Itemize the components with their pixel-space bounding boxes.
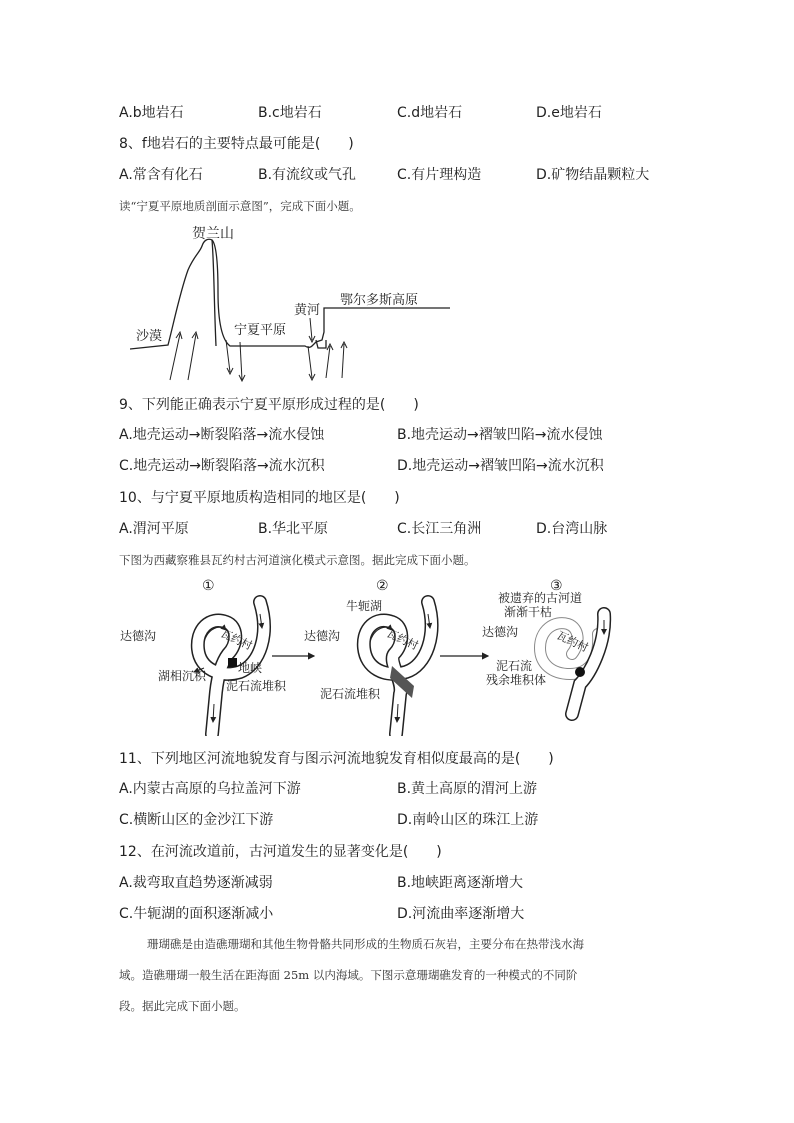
label-desert: 沙漠 [136, 329, 163, 344]
q12-option-d[interactable]: D.河流曲率逐渐增大 [397, 906, 525, 922]
mountain-inner [212, 240, 216, 346]
q8-option-d[interactable]: D.矿物结晶颗粒大 [536, 167, 650, 183]
q7-option-d[interactable]: D.e地岩石 [536, 105, 602, 121]
stage-3 [482, 578, 604, 714]
label-lake-sediment: 湖相沉积 [158, 669, 207, 683]
ningxia-profile-figure [130, 222, 450, 382]
stage-2-number: ② [376, 578, 389, 594]
coral-intro-line-2: 域。造礁珊瑚一般生活在距海面 25m 以内海域。下图示意珊瑚礁发育的一种模式的不同阶 [119, 968, 578, 982]
label-dade-3: 达德沟 [482, 625, 519, 639]
stage-2 [304, 578, 432, 734]
q9-option-c[interactable]: C.地壳运动→断裂陷落→流水沉积 [119, 458, 325, 474]
q8-option-b[interactable]: B.有流纹或气孔 [258, 167, 357, 183]
coral-intro-line-3: 段。据此完成下面小题。 [119, 999, 246, 1013]
label-village-3: 瓦约村 [554, 628, 591, 655]
label-village-2: 瓦约村 [384, 626, 421, 653]
q10-option-d[interactable]: D.台湾山脉 [536, 521, 608, 537]
label-debris-2: 泥石流堆积 [320, 687, 381, 701]
label-helan-mountain: 贺兰山 [192, 226, 234, 242]
q9-option-b[interactable]: B.地壳运动→褶皱凹陷→流水侵蚀 [397, 427, 603, 443]
intro-wayue: 下图为西藏察雅县瓦约村古河道演化模式示意图。据此完成下面小题。 [119, 553, 476, 567]
label-yellow-river: 黄河 [294, 303, 321, 318]
label-residual-deposit: 残余堆积体 [486, 673, 547, 687]
q11-stem: 11、下列地区河流地貌发育与图示河流地貌发育相似度最高的是( ) [119, 751, 554, 767]
stage-3-number: ③ [550, 578, 563, 594]
label-abandoned-channel: 被遗弃的古河道 [498, 591, 583, 605]
q7-option-c[interactable]: C.d地岩石 [397, 105, 463, 121]
q12-option-a[interactable]: A.裁弯取直趋势逐渐减弱 [119, 875, 273, 891]
q11-option-b[interactable]: B.黄土高原的渭河上游 [397, 781, 538, 797]
q8-stem: 8、f地岩石的主要特点最可能是( ) [119, 136, 354, 152]
q11-option-d[interactable]: D.南岭山区的珠江上游 [397, 812, 539, 828]
q10-stem: 10、与宁夏平原地质构造相同的地区是( ) [119, 490, 400, 506]
q10-option-a[interactable]: A.渭河平原 [119, 521, 189, 537]
stage-1-number: ① [202, 578, 215, 594]
coral-intro-line-1: 珊瑚礁是由造礁珊瑚和其他生物骨骼共同形成的生物质石灰岩，主要分布在热带浅水海 [147, 937, 584, 951]
intro-coral-reef [119, 929, 679, 1022]
stage-1 [120, 578, 287, 734]
label-ordos-plateau: 鄂尔多斯高原 [340, 293, 419, 308]
q9-stem: 9、下列能正确表示宁夏平原形成过程的是( ) [119, 397, 419, 413]
label-dade-1: 达德沟 [120, 629, 157, 643]
q11-option-c[interactable]: C.横断山区的金沙江下游 [119, 812, 274, 828]
q9-option-a[interactable]: A.地壳运动→断裂陷落→流水侵蚀 [119, 427, 325, 443]
label-oxbow-lake: 牛轭湖 [346, 599, 383, 613]
label-dade-2: 达德沟 [304, 629, 341, 643]
q10-option-c[interactable]: C.长江三角洲 [397, 521, 482, 537]
label-gorge: 地峡 [238, 661, 263, 675]
q7-option-b[interactable]: B.c地岩石 [258, 105, 322, 121]
label-debris-1: 泥石流堆积 [226, 679, 287, 693]
q12-option-b[interactable]: B.地峡距离逐渐增大 [397, 875, 524, 891]
q8-option-c[interactable]: C.有片理构造 [397, 167, 482, 183]
q8-option-a[interactable]: A.常含有化石 [119, 167, 203, 183]
q7-option-a[interactable]: A.b地岩石 [119, 105, 184, 121]
q9-option-d[interactable]: D.地壳运动→褶皱凹陷→流水沉积 [397, 458, 604, 474]
q11-option-a[interactable]: A.内蒙古高原的乌拉盖河下游 [119, 781, 301, 797]
label-debris-3: 泥石流 [496, 659, 533, 673]
label-drying-up: 渐渐干枯 [504, 605, 553, 619]
river-evolution-figure [120, 574, 640, 736]
intro-ningxia: 读“宁夏平原地质剖面示意图”，完成下面小题。 [119, 199, 361, 213]
q10-option-b[interactable]: B.华北平原 [258, 521, 329, 537]
q12-option-c[interactable]: C.牛轭湖的面积逐渐减小 [119, 906, 274, 922]
q12-stem: 12、在河流改道前，古河道发生的显著变化是( ) [119, 844, 442, 860]
label-village-1: 瓦约村 [218, 626, 255, 653]
label-ningxia-plain: 宁夏平原 [234, 323, 287, 338]
